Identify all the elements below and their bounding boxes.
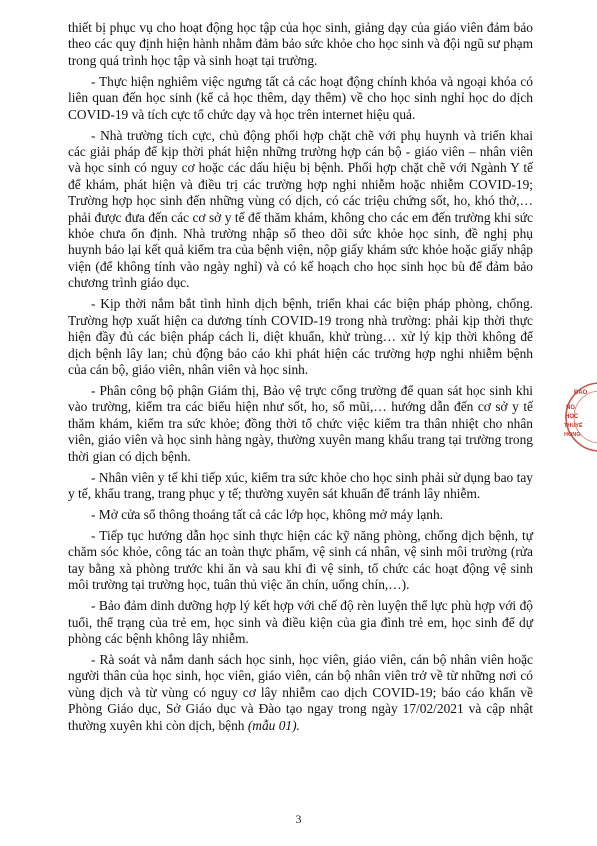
form-reference: (mẫu 01).: [247, 717, 300, 733]
paragraph-intro: thiết bị phục vụ cho hoạt động học tập của học sinh, giảng dạy của giáo viên đảm bảo theo các quy định hiện hành nhằm đảm bảo sức khỏe cho học sinh và đội ngũ sư phạm trong quá trình học tập và sinh hoạt tại trường.: [68, 20, 533, 68]
paragraph-nutrition: - Bảo đảm dinh dưỡng hợp lý kết hợp với chế độ rèn luyện thể lực phù hợp với độ tuổi, thể trạng của trẻ em, học sinh và điều kiện của gia đình trẻ em, học sinh để dự phòng các bệnh không lây nhiễm.: [68, 598, 533, 646]
paragraph-medical-staff: - Nhân viên y tế khi tiếp xúc, kiểm tra sức khỏe cho học sinh phải sử dụng bao tay y tế, khẩu trang, trang phục y tế; thường xuyên sát khuẩn để tránh lây nhiễm.: [68, 469, 533, 501]
page-number: 3: [295, 812, 302, 826]
paragraph-ventilation: - Mở cửa sổ thông thoáng tất cả các lớp học, không mở máy lạnh.: [91, 506, 444, 522]
svg-text:THUYẾ: THUYẾ: [564, 423, 583, 429]
svg-text:ĐÀO: ĐÀO: [574, 390, 588, 396]
paragraph-gate-duty: - Phân công bộ phận Giám thị, Bảo vệ trực cổng trường để quan sát học sinh khi vào trường, kiểm tra các biểu hiện như sốt, ho, sổ mũi,… hướng dẫn đến cơ sở y tế thăm khám, kiểm tra sức khỏe; đồng thời tổ chức việc kiểm tra thân nhiệt cho nhân viên, giáo viên và học sinh hàng ngày, thường xuyên mang khẩu trang tại trường trong thời gian có dịch bệnh.: [68, 382, 533, 464]
red-seal-stamp: [560, 382, 597, 452]
svg-text:HONG: HONG: [564, 432, 581, 438]
document-body: [68, 20, 533, 739]
paragraph-parent-coordination: - Nhà trường tích cực, chủ động phối hợp chặt chẽ với phụ huynh và triển khai các giải pháp để kịp thời phát hiện những trường hợp cán bộ - giáo viên – nhân viên và học sinh có nguy cơ hoặc các dấu hiệu bị bệnh. Phối hợp chặt chẽ với Ngành Y tế để khám, phát hiện và điều trị các trường hợp nghi nhiễm hoặc nhiễm COVID-19; Trường hợp học sinh đến những vùng có dịch, có các triệu chứng sốt, ho, khó thở,… phải được đưa đến các cơ sở y tế để thăm khám, không cho các em đến trường khi sức khỏe chưa ổn định. Nhà trường nhập sổ theo dõi sức khỏe học sinh, đề nghị phụ huynh báo lại kết quả kiểm tra của bệnh viện, nộp giấy khám sức khỏe hoặc giấy nhập viện (để không tính vào ngày nghỉ) và có kế hoạch cho học sinh học bù để đảm bảo chương trình giáo dục.: [68, 127, 533, 291]
paragraph-monitoring: - Kịp thời nắm bắt tình hình dịch bệnh, triển khai các biện pháp phòng, chống. Trường hợp xuất hiện ca dương tính COVID-19 trong nhà trường: phải kịp thời thực hiện đầy đủ các biện pháp cách li, diệt khuẩn, khử trùng… xử lý kịp thời không để dịch bệnh lây lan; chủ động báo cáo khi phát hiện các trường hợp nghi nhiễm bệnh của cán bộ, giáo viên, nhân viên và học sinh.: [68, 296, 533, 377]
paragraph-hygiene-guidance: - Tiếp tục hướng dẫn học sinh thực hiện các kỹ năng phòng, chống dịch bệnh, tự chăm sóc khỏe, công tác an toàn thực phẩm, vệ sinh cá nhân, vệ sinh môi trường (rửa tay bằng xà phòng trước khi ăn và sau khi đi vệ sinh, tổ chức các hoạt động vệ sinh môi trường tại trường học, tuân thủ việc ăn chín, uống chín,…).: [68, 527, 533, 593]
svg-text:HỌC: HỌC: [565, 414, 579, 420]
svg-text:NG: NG: [566, 405, 575, 411]
paragraph-suspend-activities: - Thực hiện nghiêm việc ngưng tất cả các hoạt động chính khóa và ngoại khóa có liên quan đến học sinh (kể cả học thêm, dạy thêm) về cho học sinh nghỉ học do dịch COVID-19 và tích cực tổ chức dạy và học trên internet hiệu quả.: [68, 73, 533, 122]
review-list-text: - Rà soát và nắm danh sách học sinh, học viên, giáo viên, cán bộ nhân viên hoặc người thân của học sinh, học viên, giáo viên, cán bộ nhân viên trở về từ những nơi có vùng dịch và từ vùng có nguy cơ lây nhiễm cao dịch COVID-19; báo cáo khẩn về Phòng Giáo dục, Sở Giáo dục và Đào tạo ngay trong ngày 17/02/2021 và cập nhật thường xuyên khi còn dịch, bệnh: [68, 651, 533, 733]
paragraph-review-list: [68, 652, 533, 734]
